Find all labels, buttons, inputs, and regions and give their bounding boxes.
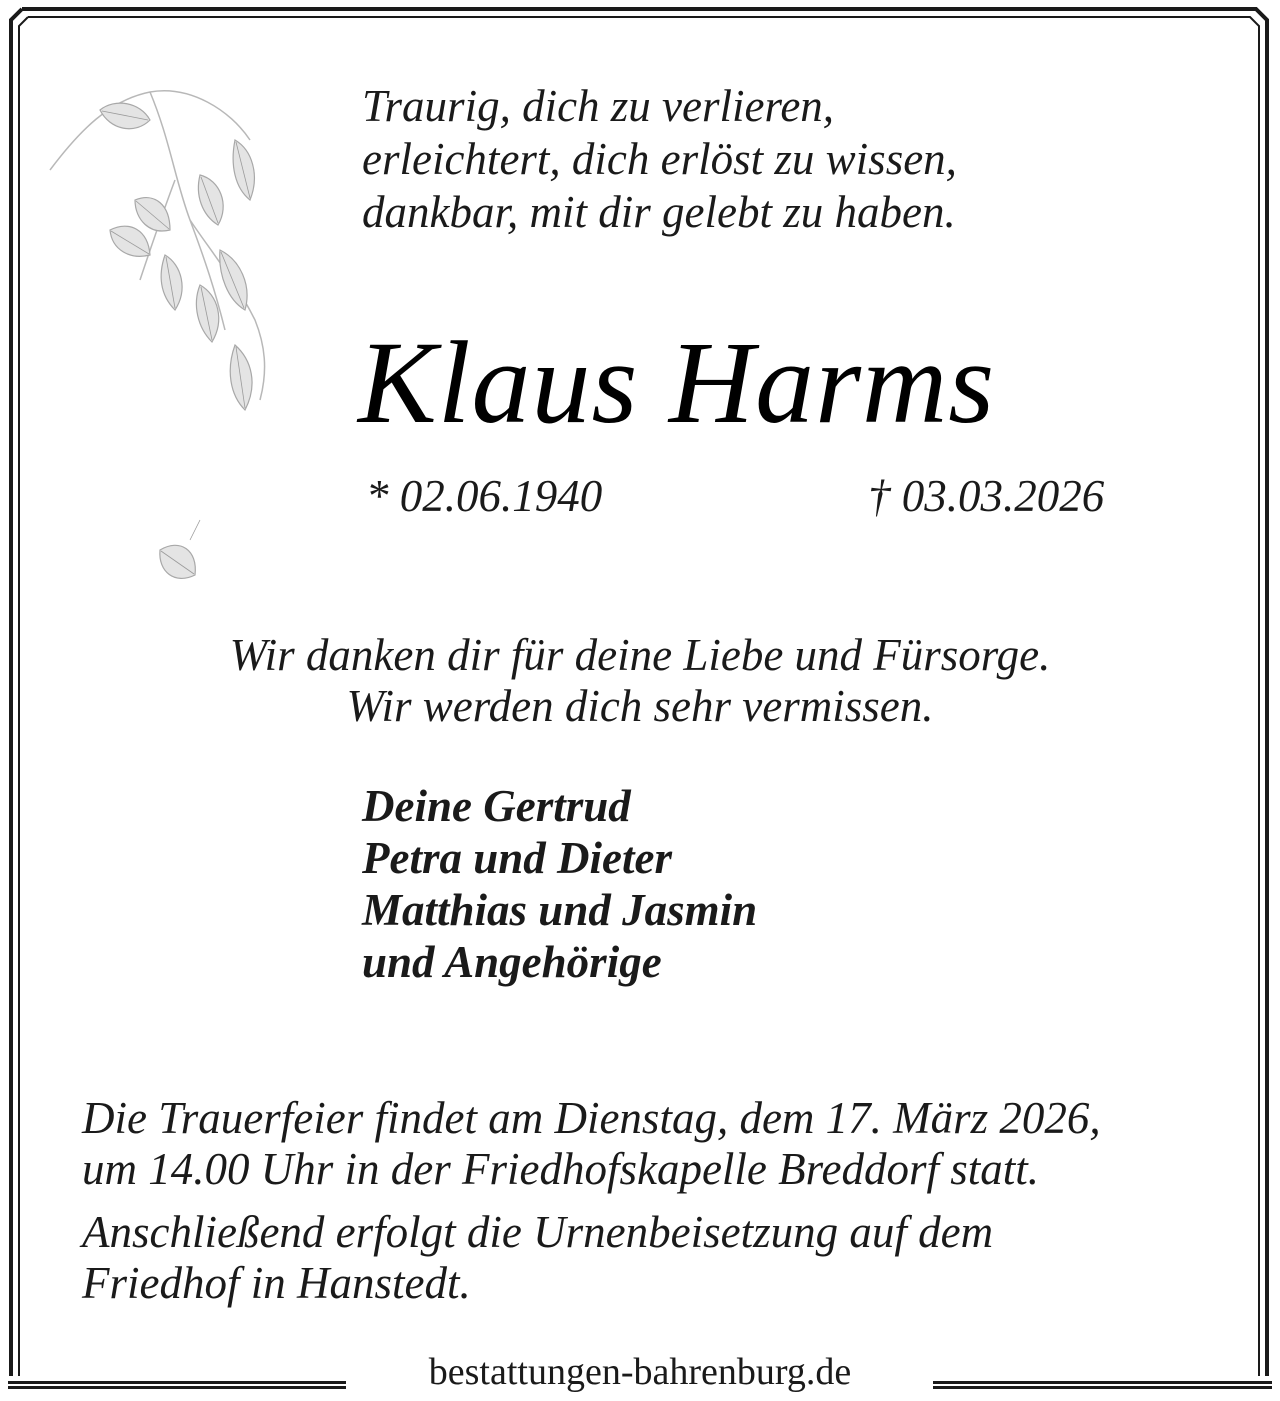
opening-poem: [362, 80, 957, 239]
burial-line: Friedhof in Hanstedt.: [82, 1258, 471, 1308]
ceremony-info: [82, 1093, 1101, 1195]
website-link[interactable]: bestattungen-bahrenburg.de: [411, 1351, 869, 1393]
thanks-line: Wir danken dir für deine Liebe und Fürsorge.: [229, 630, 1051, 680]
thanks-line: Wir werden dich sehr vermissen.: [346, 681, 934, 731]
family-signature: [362, 780, 757, 988]
footer-website: [0, 1350, 1280, 1394]
deceased-name: Klaus Harms: [358, 317, 996, 448]
birth-date: * 02.06.1940: [366, 471, 603, 521]
burial-info: [82, 1207, 993, 1309]
thanks-message: [0, 630, 1280, 732]
family-line: und Angehörige: [362, 937, 662, 987]
burial-line: Anschließend erfolgt die Urnenbeisetzung auf dem: [82, 1207, 994, 1257]
poem-line: Traurig, dich zu verlieren,: [362, 81, 835, 131]
family-line: Petra und Dieter: [362, 833, 672, 883]
birch-leaves-icon: [40, 80, 300, 640]
poem-line: erleichtert, dich erlöst zu wissen,: [362, 134, 957, 184]
family-line: Deine Gertrud: [362, 781, 631, 831]
ceremony-line: Die Trauerfeier findet am Dienstag, dem 17. März 2026,: [82, 1093, 1101, 1143]
ceremony-line: um 14.00 Uhr in der Friedhofskapelle Breddorf statt.: [82, 1144, 1039, 1194]
poem-line: dankbar, mit dir gelebt zu haben.: [362, 187, 956, 237]
family-line: Matthias und Jasmin: [362, 885, 758, 935]
death-date: † 03.03.2026: [868, 471, 1105, 521]
